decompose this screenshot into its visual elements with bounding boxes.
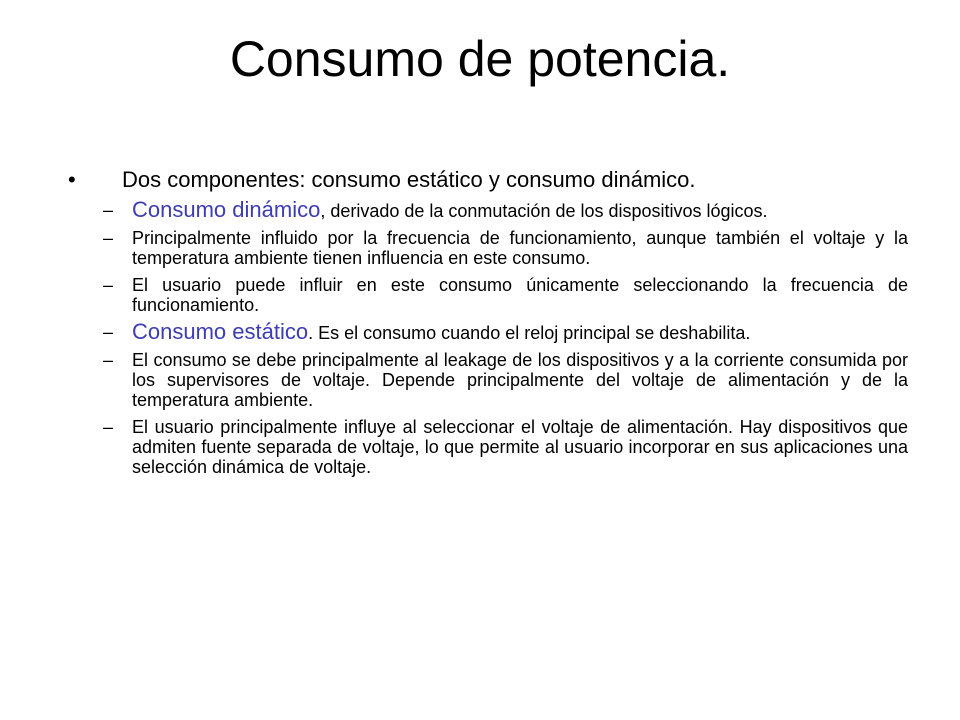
sub-bullet-text: Principalmente influido por la frecuencia de funcionamiento, aunque también el voltaje y la temperatura ambiente tienen influencia en este consumo. xyxy=(132,228,908,268)
dash-marker: – xyxy=(103,275,114,295)
sub-bullet xyxy=(68,275,908,315)
dash-marker: – xyxy=(103,228,114,248)
sub-bullet-text: El consumo se debe principalmente al leakage de los dispositivos y a la corriente consumida por los supervisores de voltaje. Depende principalmente del voltaje de alimentación y de la temperatura ambiente. xyxy=(132,350,908,410)
sub-bullet xyxy=(68,228,908,268)
slide-title: Consumo de potencia. xyxy=(229,31,731,87)
sub-bullet xyxy=(68,197,908,222)
dash-marker: – xyxy=(103,417,114,437)
sub-bullet-text: . Es el consumo cuando el reloj principal se deshabilita. xyxy=(308,323,751,343)
sub-bullet-lead: Consumo estático xyxy=(132,319,309,344)
main-bullet xyxy=(68,166,908,193)
sub-bullet-text: El usuario principalmente influye al seleccionar el voltaje de alimentación. Hay dispositivos que admiten fuente separada de voltaje, lo que permite al usuario incorporar en sus aplicaciones una selección dinámica de voltaje. xyxy=(132,417,908,477)
bullet-list xyxy=(68,166,908,198)
bullet-marker: • xyxy=(68,167,76,192)
dash-marker: – xyxy=(103,350,114,370)
sub-bullet-list xyxy=(68,197,908,484)
main-bullet-text: Dos componentes: consumo estático y consumo dinámico. xyxy=(122,167,696,192)
sub-bullet-lead: Consumo dinámico xyxy=(132,197,321,222)
sub-bullet xyxy=(68,350,908,410)
sub-bullet-text: , derivado de la conmutación de los dispositivos lógicos. xyxy=(320,201,768,221)
sub-bullet-text: El usuario puede influir en este consumo únicamente seleccionando la frecuencia de funcionamiento. xyxy=(132,275,908,315)
dash-marker: – xyxy=(103,200,114,220)
sub-bullet xyxy=(68,417,908,477)
dash-marker: – xyxy=(103,322,114,342)
sub-bullet xyxy=(68,319,908,344)
